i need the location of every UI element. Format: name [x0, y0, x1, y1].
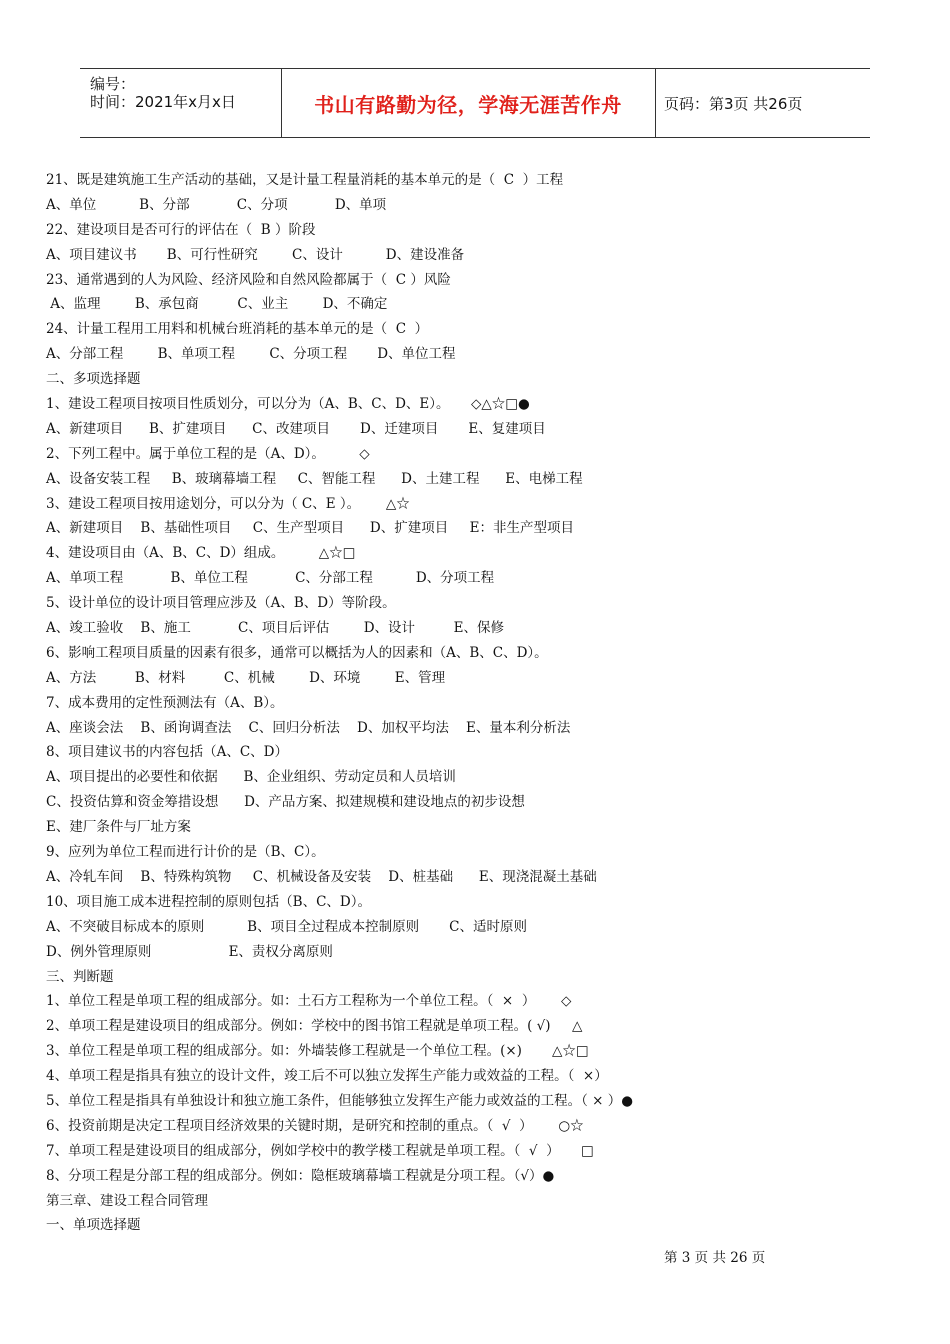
- text-line: 2、单项工程是建设项目的组成部分。例如：学校中的图书馆工程就是单项工程。( √) △: [46, 1018, 583, 1035]
- text-line: 4、建设项目由（A、B、C、D）组成。 △☆□: [46, 545, 356, 562]
- text-line: A、不突破目标成本的原则 B、项目全过程成本控制原则 C、适时原则: [46, 918, 527, 935]
- text-line: 3、建设工程项目按用途划分，可以分为（ C、E ）。 △☆: [46, 495, 410, 512]
- text-line: 第三章、建设工程合同管理: [46, 1192, 208, 1209]
- page-header: [80, 68, 870, 138]
- text-line: 21、既是建筑施工生产活动的基础，又是计量工程量消耗的基本单元的是（ C ）工程: [46, 172, 564, 188]
- text-line: 24、计量工程用工用料和机械台班消耗的基本单元的是（ C ）: [46, 321, 429, 338]
- text-line: 6、投资前期是决定工程项目经济效果的关键时期，是研究和控制的重点。（ √ ） ○☆: [46, 1117, 584, 1134]
- text-line: 23、通常遇到的人为风险、经济风险和自然风险都属于（ C ）风险: [46, 271, 451, 288]
- text-line: 7、成本费用的定性预测法有（A、B）。: [46, 694, 284, 711]
- text-line: A、监理 B、承包商 C、业主 D、不确定: [46, 296, 388, 313]
- header-page-info: 页码：第3页 共26页: [664, 94, 803, 113]
- text-line: A、冷轧车间 B、特殊构筑物 C、机械设备及安装 D、桩基础 E、现浇混凝土基础: [46, 868, 597, 885]
- text-line: 5、单位工程是指具有单独设计和独立施工条件，但能够独立发挥生产能力或效益的工程。（ × ）●: [46, 1092, 634, 1109]
- text-line: 一、单项选择题: [46, 1217, 141, 1234]
- text-line: A、方法 B、材料 C、机械 D、环境 E、管理: [46, 669, 446, 686]
- header-divider-right: [655, 69, 656, 137]
- header-meta: [80, 69, 280, 137]
- text-line: D、例外管理原则 E、责权分离原则: [46, 943, 333, 960]
- text-line: A、新建项目 B、扩建项目 C、改建项目 D、迁建项目 E、复建项目: [46, 420, 546, 437]
- text-line: 1、单位工程是单项工程的组成部分。如：土石方工程称为一个单位工程。（ × ） ◇: [46, 993, 572, 1010]
- text-line: 3、单位工程是单项工程的组成部分。如：外墙装修工程就是一个单位工程。(×) △☆□: [46, 1043, 589, 1060]
- time-label: 时间：2021年x月x日: [90, 93, 236, 111]
- text-line: 9、应列为单位工程而进行计价的是（B、C）。: [46, 844, 325, 861]
- page-footer: 第 3 页 共 26 页: [664, 1250, 766, 1266]
- text-line: A、单项工程 B、单位工程 C、分部工程 D、分项工程: [46, 570, 495, 587]
- text-line: A、设备安装工程 B、玻璃幕墙工程 C、智能工程 D、土建工程 E、电梯工程: [46, 470, 583, 487]
- text-line: 2、下列工程中。属于单位工程的是（A、D）。 ◇: [46, 445, 370, 462]
- text-line: 8、分项工程是分部工程的组成部分。例如：隐框玻璃幕墙工程就是分项工程。（√）●: [46, 1167, 555, 1184]
- text-line: 10、项目施工成本进程控制的原则包括（B、C、D）。: [46, 893, 372, 910]
- text-line: A、竣工验收 B、施工 C、项目后评估 D、设计 E、保修: [46, 620, 504, 637]
- text-line: 1、建设工程项目按项目性质划分，可以分为（A、B、C、D、E）。 ◇△☆□●: [46, 396, 530, 413]
- header-motto: 书山有路勤为径，学海无涯苦作舟: [314, 92, 622, 117]
- text-line: 8、项目建议书的内容包括（A、C、D）: [46, 744, 288, 761]
- text-line: A、新建项目 B、基础性项目 C、生产型项目 D、扩建项目 E：非生产型项目: [46, 520, 575, 537]
- text-line: A、座谈会法 B、函询调查法 C、回归分析法 D、加权平均法 E、量本利分析法: [46, 719, 571, 736]
- text-line: 三、判断题: [46, 968, 114, 985]
- text-line: 二、多项选择题: [46, 371, 141, 388]
- number-label: 编号：: [90, 75, 136, 93]
- text-line: C、投资估算和资金筹措设想 D、产品方案、拟建规模和建设地点的初步设想: [46, 794, 525, 811]
- text-line: 5、设计单位的设计项目管理应涉及（A、B、D）等阶段。: [46, 595, 396, 612]
- text-line: A、单位 B、分部 C、分项 D、单项: [46, 196, 387, 213]
- text-line: A、项目建议书 B、可行性研究 C、设计 D、建设准备: [46, 246, 465, 263]
- text-line: 22、建设项目是否可行的评估在（ B ）阶段: [46, 221, 316, 238]
- text-line: E、建厂条件与厂址方案: [46, 819, 191, 836]
- text-line: A、项目提出的必要性和依据 B、企业组织、劳动定员和人员培训: [46, 769, 456, 786]
- text-line: 6、影响工程项目质量的因素有很多，通常可以概括为人的因素和（A、B、C、D）。: [46, 644, 548, 661]
- text-line: 7、单项工程是建设项目的组成部分，例如学校中的教学楼工程就是单项工程。（ √ ） □: [46, 1142, 594, 1159]
- document-body: [46, 168, 906, 1238]
- text-line: 4、单项工程是指具有独立的设计文件，竣工后不可以独立发挥生产能力或效益的工程。（ ×）: [46, 1068, 608, 1085]
- text-line: A、分部工程 B、单项工程 C、分项工程 D、单位工程: [46, 346, 456, 363]
